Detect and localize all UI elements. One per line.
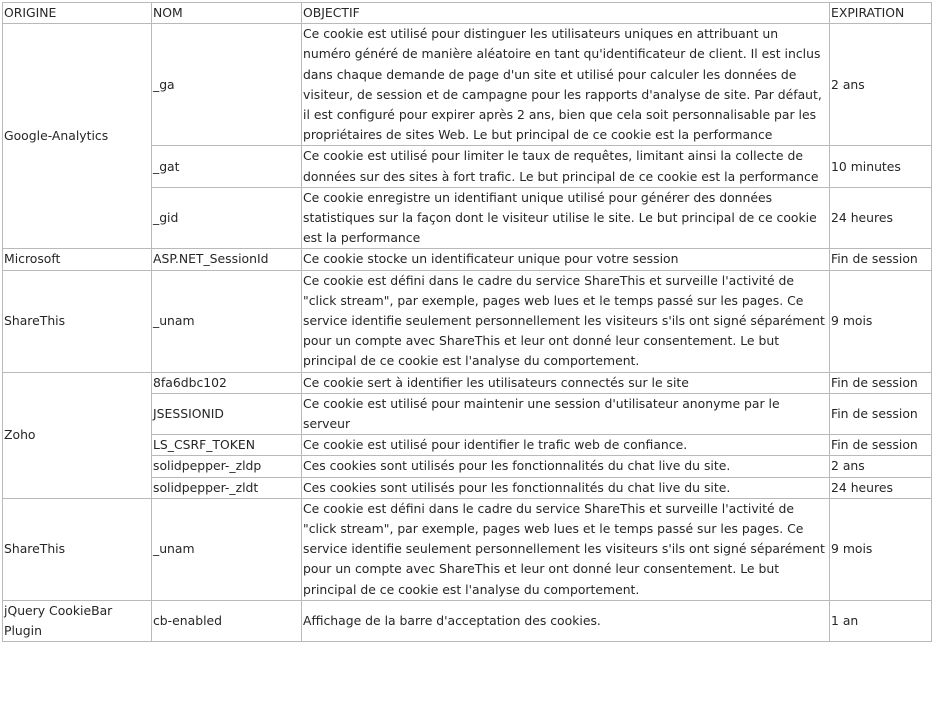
- header-origin: ORIGINE: [3, 3, 152, 24]
- header-objective: OBJECTIF: [302, 3, 830, 24]
- expiration-cell: 9 mois: [830, 270, 932, 372]
- name-cell: _gat: [152, 146, 302, 187]
- header-name: NOM: [152, 3, 302, 24]
- origin-cell: jQuery CookieBar Plugin: [3, 600, 152, 641]
- objective-cell: Ce cookie est défini dans le cadre du service ShareThis et surveille l'activité de "click stream", par exemple, pages web lues et le temps passé sur les pages. Ce service identifie seulement personnellement les visiteurs s'ils ont signé séparément pour un compte avec ShareThis et leur ont donné leur consentement. Le but principal de ce cookie est l'analyse du comportement.: [302, 498, 830, 600]
- name-cell: _ga: [152, 24, 302, 146]
- objective-cell: Ce cookie sert à identifier les utilisateurs connectés sur le site: [302, 372, 830, 393]
- cookie-table-container: [2, 2, 932, 642]
- objective-cell: Ce cookie est utilisé pour identifier le trafic web de confiance.: [302, 435, 830, 456]
- name-cell: solidpepper-_zldp: [152, 456, 302, 477]
- expiration-cell: 1 an: [830, 600, 932, 641]
- name-cell: cb-enabled: [152, 600, 302, 641]
- objective-cell: Ce cookie stocke un identificateur unique pour votre session: [302, 249, 830, 270]
- origin-cell: Microsoft: [3, 249, 152, 270]
- expiration-cell: Fin de session: [830, 435, 932, 456]
- table-row: [3, 372, 932, 393]
- objective-cell: Ces cookies sont utilisés pour les fonctionnalités du chat live du site.: [302, 456, 830, 477]
- table-row: [3, 24, 932, 146]
- expiration-cell: Fin de session: [830, 372, 932, 393]
- table-row: [3, 498, 932, 600]
- header-row: [3, 3, 932, 24]
- name-cell: solidpepper-_zldt: [152, 477, 302, 498]
- name-cell: _unam: [152, 498, 302, 600]
- name-cell: ASP.NET_SessionId: [152, 249, 302, 270]
- table-row: [3, 249, 932, 270]
- name-cell: 8fa6dbc102: [152, 372, 302, 393]
- table-row: [3, 600, 932, 641]
- expiration-cell: 24 heures: [830, 477, 932, 498]
- header-expiration: EXPIRATION: [830, 3, 932, 24]
- name-cell: _gid: [152, 187, 302, 249]
- expiration-cell: Fin de session: [830, 249, 932, 270]
- expiration-cell: 9 mois: [830, 498, 932, 600]
- origin-cell: Zoho: [3, 372, 152, 498]
- objective-cell: Ces cookies sont utilisés pour les fonctionnalités du chat live du site.: [302, 477, 830, 498]
- expiration-cell: 24 heures: [830, 187, 932, 249]
- cookie-table: [2, 2, 932, 642]
- name-cell: JSESSIONID: [152, 393, 302, 434]
- expiration-cell: 2 ans: [830, 456, 932, 477]
- table-row: [3, 270, 932, 372]
- objective-cell: Ce cookie est utilisé pour limiter le taux de requêtes, limitant ainsi la collecte de données sur des sites à fort trafic. Le but principal de ce cookie est la performance: [302, 146, 830, 187]
- expiration-cell: 2 ans: [830, 24, 932, 146]
- name-cell: LS_CSRF_TOKEN: [152, 435, 302, 456]
- origin-cell: Google-Analytics: [3, 24, 152, 249]
- origin-cell: ShareThis: [3, 498, 152, 600]
- objective-cell: Ce cookie est utilisé pour maintenir une session d'utilisateur anonyme par le serveur: [302, 393, 830, 434]
- objective-cell: Ce cookie enregistre un identifiant unique utilisé pour générer des données statistiques sur la façon dont le visiteur utilise le site. Le but principal de ce cookie est la performance: [302, 187, 830, 249]
- objective-cell: Ce cookie est défini dans le cadre du service ShareThis et surveille l'activité de "click stream", par exemple, pages web lues et le temps passé sur les pages. Ce service identifie seulement personnellement les visiteurs s'ils ont signé séparément pour un compte avec ShareThis et leur ont donné leur consentement. Le but principal de ce cookie est l'analyse du comportement.: [302, 270, 830, 372]
- expiration-cell: Fin de session: [830, 393, 932, 434]
- origin-cell: ShareThis: [3, 270, 152, 372]
- objective-cell: Affichage de la barre d'acceptation des cookies.: [302, 600, 830, 641]
- expiration-cell: 10 minutes: [830, 146, 932, 187]
- objective-cell: Ce cookie est utilisé pour distinguer les utilisateurs uniques en attribuant un numéro généré de manière aléatoire en tant qu'identificateur de client. Il est inclus dans chaque demande de page d'un site et utilisé pour calculer les données de visiteur, de session et de campagne pour les rapports d'analyse de site. Par défaut, il est configuré pour expirer après 2 ans, bien que cela soit personnalisable par les propriétaires de sites Web. Le but principal de ce cookie est la performance: [302, 24, 830, 146]
- name-cell: _unam: [152, 270, 302, 372]
